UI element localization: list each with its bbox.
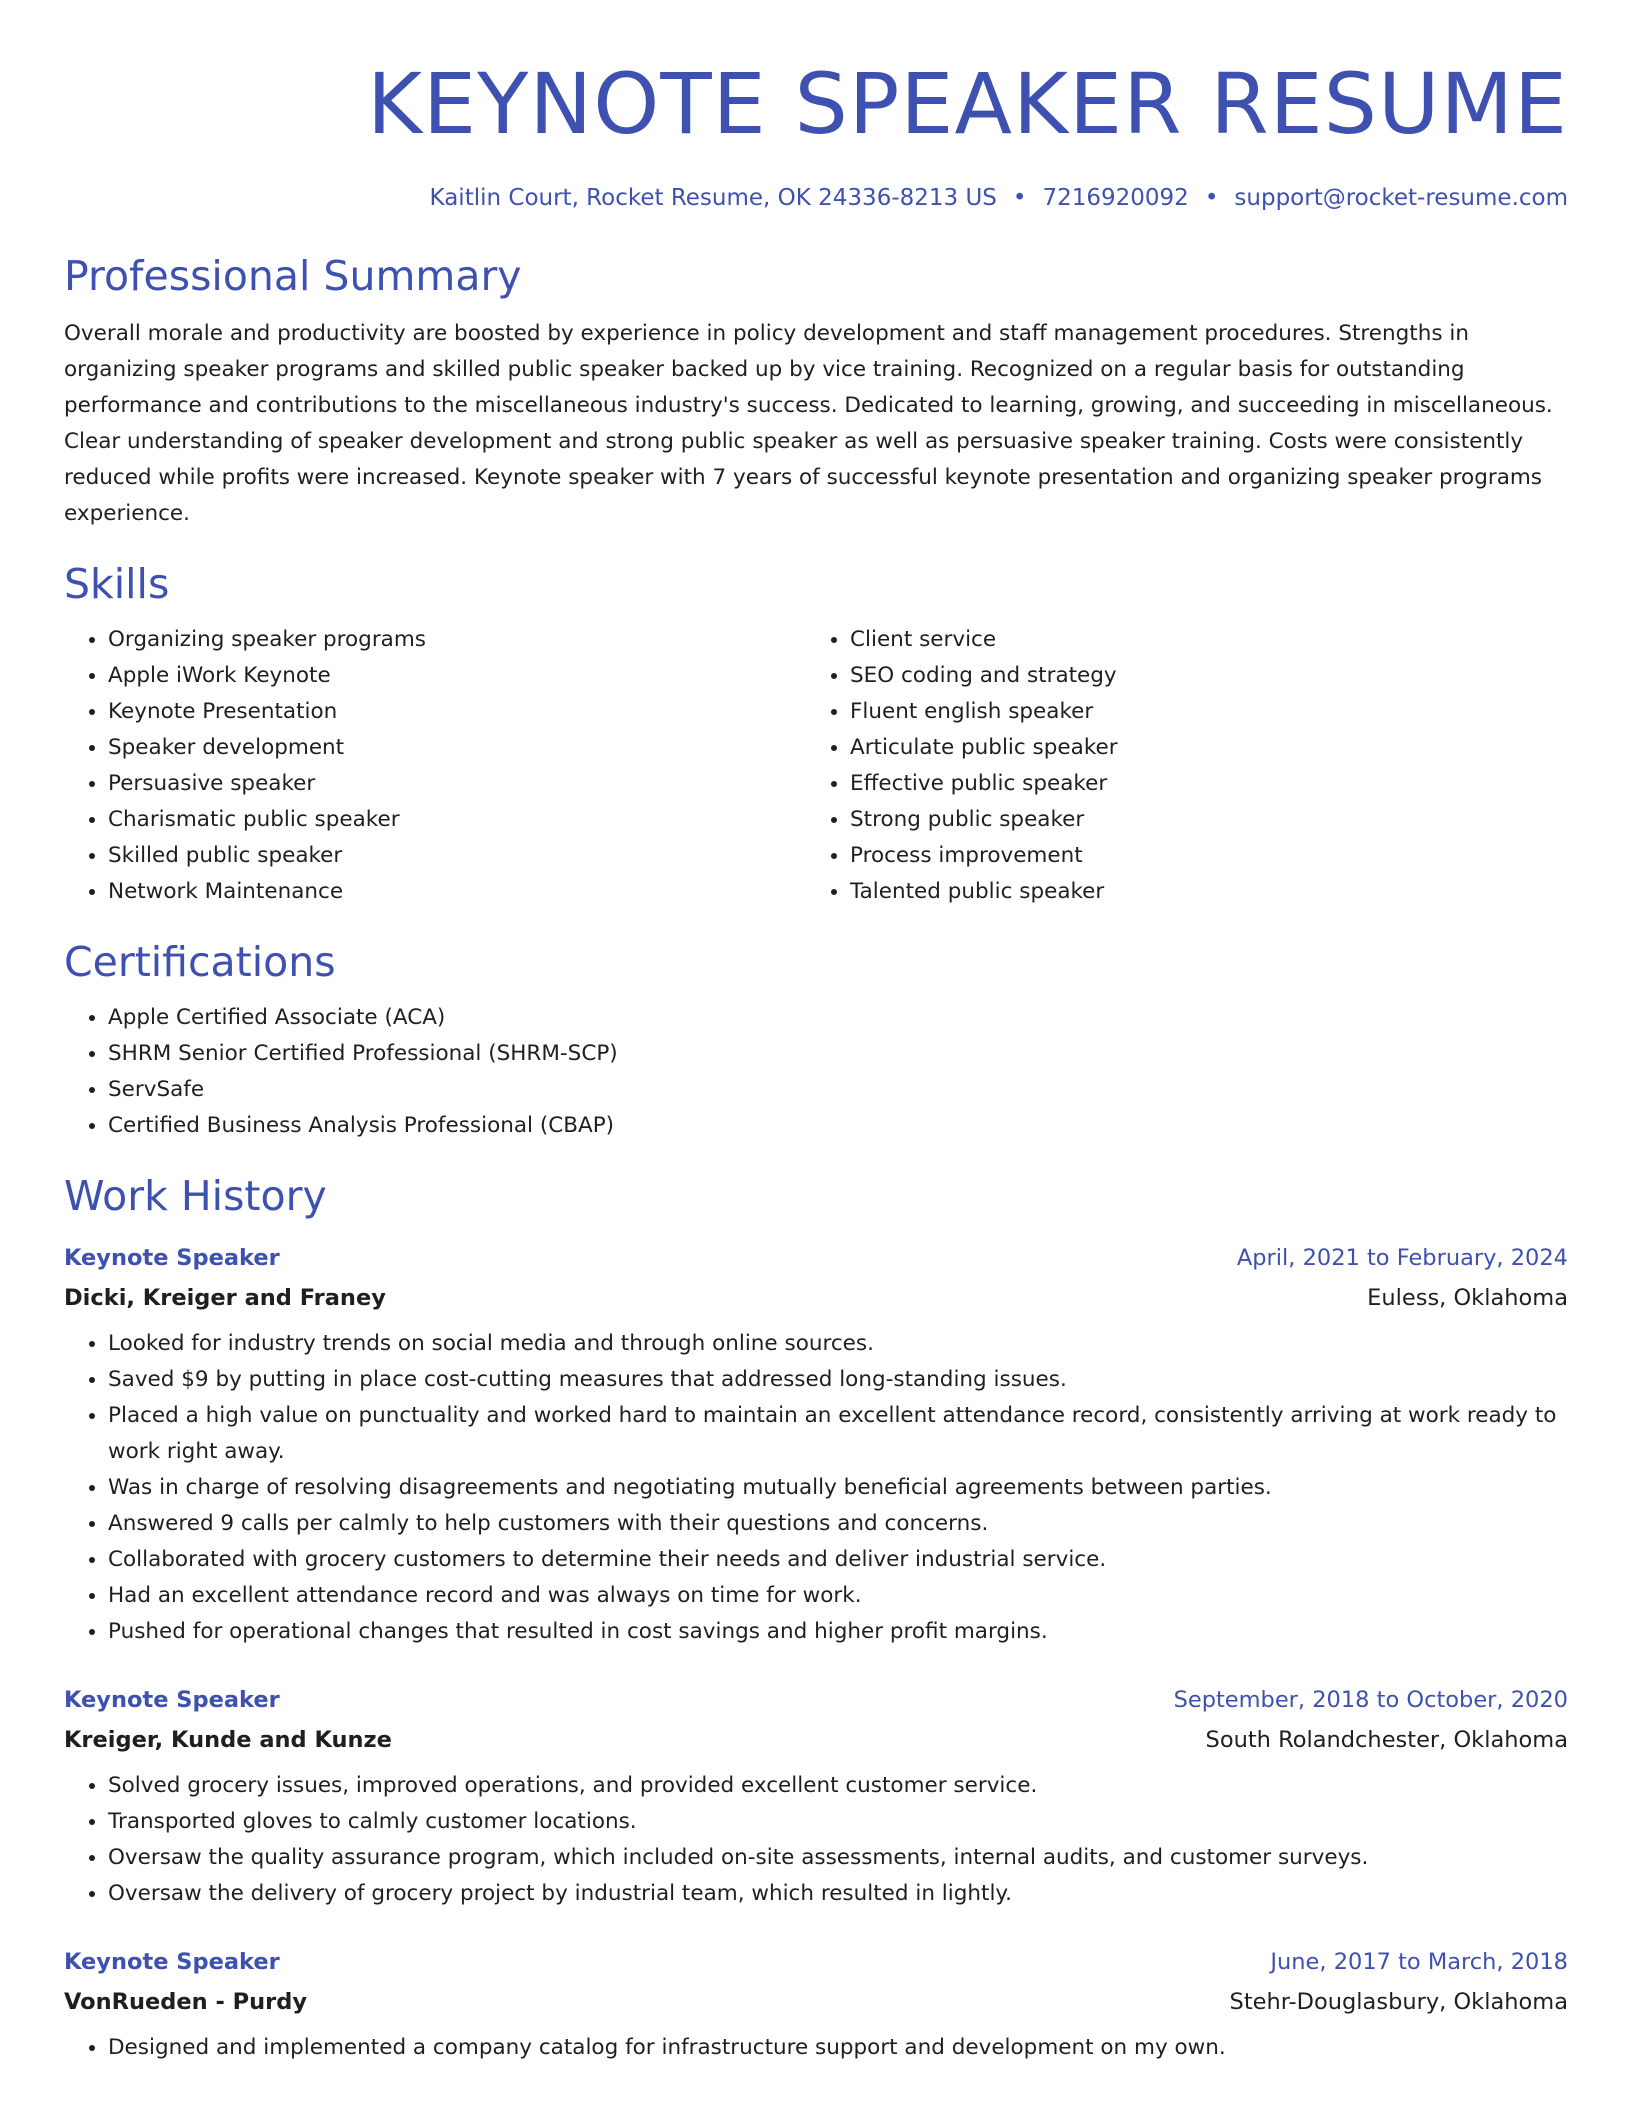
summary-heading: Professional Summary xyxy=(64,252,522,300)
job-title: Keynote Speaker xyxy=(64,1687,280,1713)
certifications-list xyxy=(64,1000,1568,1144)
job-bullet: • Was in charge of resolving disagreements and negotiating mutually beneficial agreements between parties. xyxy=(108,1470,1568,1506)
certification-item: • SHRM Senior Certified Professional (SHRM-SCP) xyxy=(108,1036,1568,1072)
certifications-heading: Certifications xyxy=(64,938,336,986)
job-bullets xyxy=(64,1326,1568,1650)
job-entry xyxy=(64,1680,1568,1912)
job-header xyxy=(64,1680,1568,1720)
skill-item: • Talented public speaker xyxy=(850,874,1548,910)
skill-item: • Articulate public speaker xyxy=(850,730,1548,766)
skills-left-column xyxy=(64,622,806,910)
skill-item: • Speaker development xyxy=(108,730,806,766)
skill-item: • Strong public speaker xyxy=(850,802,1548,838)
job-dates: September, 2018 to October, 2020 xyxy=(1173,1687,1568,1713)
skills-left-list xyxy=(64,622,806,910)
job-bullet: • Saved $9 by putting in place cost-cutting measures that addressed long-standing issues. xyxy=(108,1362,1568,1398)
job-bullet: • Had an excellent attendance record and was always on time for work. xyxy=(108,1578,1568,1614)
job-header xyxy=(64,1942,1568,1982)
work-section xyxy=(64,1170,1568,2066)
job-bullet: • Looked for industry trends on social media and through online sources. xyxy=(108,1326,1568,1362)
job-title: Keynote Speaker xyxy=(64,1949,280,1975)
summary-section xyxy=(64,250,1568,532)
job-entry xyxy=(64,1942,1568,2066)
job-bullet: • Collaborated with grocery customers to determine their needs and deliver industrial service. xyxy=(108,1542,1568,1578)
job-header xyxy=(64,1238,1568,1278)
job-title: Keynote Speaker xyxy=(64,1245,280,1271)
skills-right-list xyxy=(806,622,1548,910)
job-bullet: • Placed a high value on punctuality and worked hard to maintain an excellent attendance record, consistently arriving at work ready to work right away. xyxy=(108,1398,1568,1470)
phone-text: 7216920092 xyxy=(1042,185,1189,211)
skill-item: • Organizing speaker programs xyxy=(108,622,806,658)
job-bullet: • Oversaw the quality assurance program, which included on-site assessments, internal audits, and customer surveys. xyxy=(108,1840,1568,1876)
certification-item: • ServSafe xyxy=(108,1072,1568,1108)
job-entry xyxy=(64,1238,1568,1650)
skills-heading: Skills xyxy=(64,560,170,608)
skill-item: • Network Maintenance xyxy=(108,874,806,910)
job-subheader xyxy=(64,1720,1568,1760)
skill-item: • Effective public speaker xyxy=(850,766,1548,802)
skill-item: • Fluent english speaker xyxy=(850,694,1548,730)
certification-item: • Certified Business Analysis Professional (CBAP) xyxy=(108,1108,1568,1144)
skills-section xyxy=(64,558,1568,910)
job-bullet: • Designed and implemented a company catalog for infrastructure support and development on my own. xyxy=(108,2030,1568,2066)
job-dates: April, 2021 to February, 2024 xyxy=(1236,1245,1568,1271)
skill-item: • Skilled public speaker xyxy=(108,838,806,874)
skills-right-column xyxy=(806,622,1548,910)
resume-page xyxy=(64,0,1568,2066)
job-bullet: • Pushed for operational changes that resulted in cost savings and higher profit margins. xyxy=(108,1614,1568,1650)
job-dates: June, 2017 to March, 2018 xyxy=(1270,1949,1568,1975)
job-company: Kreiger, Kunde and Kunze xyxy=(64,1727,392,1753)
job-bullet: • Solved grocery issues, improved operations, and provided excellent customer service. xyxy=(108,1768,1568,1804)
email-text[interactable]: support@rocket-resume.com xyxy=(1234,185,1568,211)
resume-title: KEYNOTE SPEAKER RESUME xyxy=(366,55,1568,153)
skill-item: • SEO coding and strategy xyxy=(850,658,1548,694)
certification-item: • Apple Certified Associate (ACA) xyxy=(108,1000,1568,1036)
job-bullet: • Transported gloves to calmly customer locations. xyxy=(108,1804,1568,1840)
job-location: Euless, Oklahoma xyxy=(1367,1285,1568,1311)
work-heading: Work History xyxy=(64,1172,327,1220)
job-company: VonRueden - Purdy xyxy=(64,1989,308,2015)
skill-item: • Keynote Presentation xyxy=(108,694,806,730)
job-location: Stehr-Douglasbury, Oklahoma xyxy=(1229,1989,1568,2015)
skill-item: • Client service xyxy=(850,622,1548,658)
separator: • xyxy=(1012,185,1027,211)
skill-item: • Process improvement xyxy=(850,838,1548,874)
skill-item: • Persuasive speaker xyxy=(108,766,806,802)
job-bullets xyxy=(64,2030,1568,2066)
certifications-section xyxy=(64,936,1568,1144)
job-company: Dicki, Kreiger and Franey xyxy=(64,1285,386,1311)
job-bullets xyxy=(64,1768,1568,1912)
skill-item: • Apple iWork Keynote xyxy=(108,658,806,694)
summary-text: Overall morale and productivity are boosted by experience in policy development and staff management procedures. Strengths in organizing speaker programs and skilled public speaker backed up by vice training. Recognized on a regular basis for outstanding performance and contributions to the miscellaneous industry's success. Dedicated to learning, growing, and succeeding in miscellaneous. Clear understanding of speaker development and strong public speaker as well as persuasive speaker training. Costs were consistently reduced while profits were increased. Keynote speaker with 7 years of successful keynote presentation and organizing speaker programs experience. xyxy=(64,321,1553,526)
skill-item: • Charismatic public speaker xyxy=(108,802,806,838)
job-subheader xyxy=(64,1278,1568,1318)
address-text: Kaitlin Court, Rocket Resume, OK 24336-8213 US xyxy=(429,185,997,211)
job-location: South Rolandchester, Oklahoma xyxy=(1205,1727,1568,1753)
job-bullet: • Answered 9 calls per calmly to help customers with their questions and concerns. xyxy=(108,1506,1568,1542)
skills-columns xyxy=(64,622,1568,910)
job-subheader xyxy=(64,1982,1568,2022)
job-bullet: • Oversaw the delivery of grocery project by industrial team, which resulted in lightly. xyxy=(108,1876,1568,1912)
contact-line xyxy=(64,182,1568,214)
separator: • xyxy=(1204,185,1219,211)
